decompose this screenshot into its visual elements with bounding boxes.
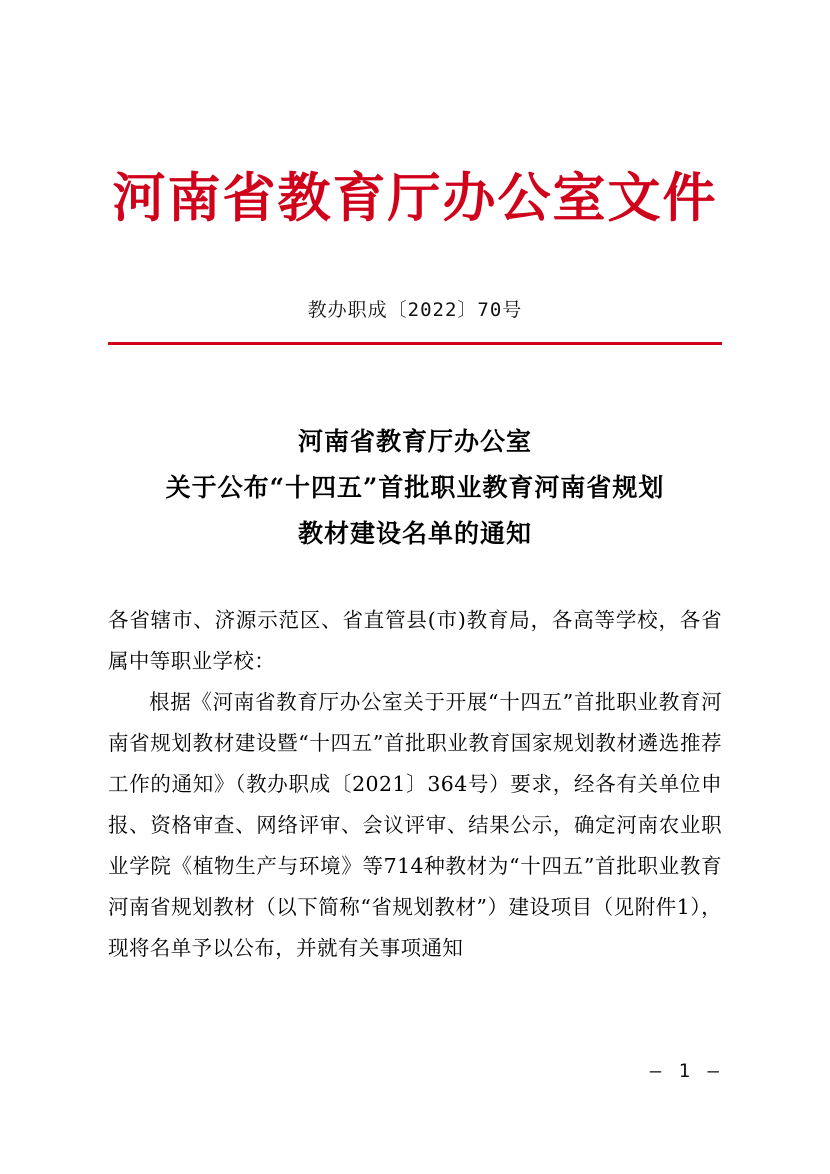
salutation: 各省辖市、济源示范区、省直管县(市)教育局，各高等学校，各省属中等职业学校： [108,607,722,673]
document-body [108,600,722,969]
document-title [108,419,722,558]
body-paragraph-1: 根据《河南省教育厅办公室关于开展“十四五”首批职业教育河南省规划教材建设暨“十四五”首批职业教育国家规划教材遴选推荐工作的通知》（教办职成〔2021〕364号）要求，经各有关单位申报、资格审查、网络评审、会议评审、结果公示，确定河南农业职业学院《植物生产与环境》等714种教材为“十四五”首批职业教育河南省规划教材（以下简称“省规划教材”）建设项目（见附件1），现将名单予以公布，并就有关事项通知 [108,689,722,960]
red-horizontal-rule [108,342,722,345]
page-number: — 1 — [649,1060,722,1082]
masthead [108,0,722,229]
title-line-1: 河南省教育厅办公室 [297,426,532,456]
title-line-3: 教材建设名单的通知 [297,519,532,549]
document-number: 教办职成〔2022〕70号 [307,298,523,321]
title-line-2: 关于公布“十四五”首批职业教育河南省规划 [165,473,665,503]
masthead-title: 河南省教育厅办公室文件 [112,167,718,229]
